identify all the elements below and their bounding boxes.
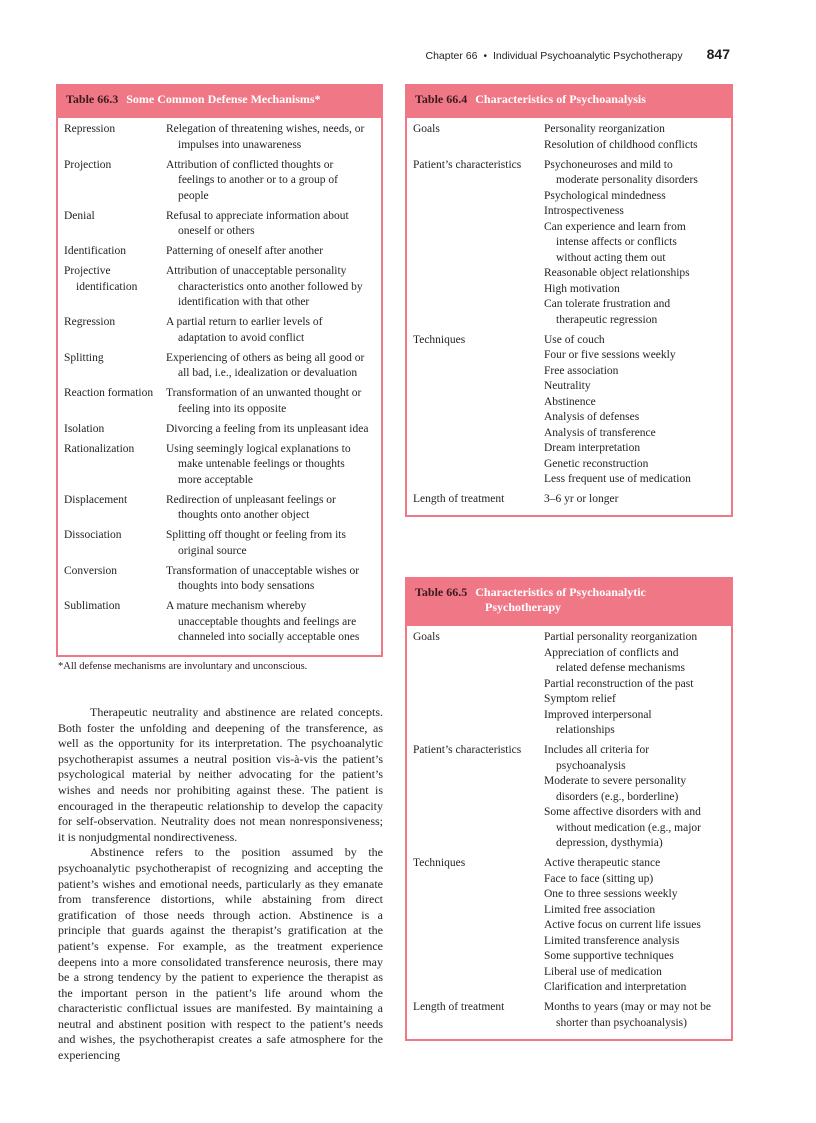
item-line: Psychological mindedness bbox=[544, 189, 666, 202]
table-66-5 bbox=[405, 577, 733, 1041]
table-row bbox=[64, 442, 375, 489]
item-line: disorders (e.g., borderline) bbox=[556, 790, 679, 803]
item-line: Partial reconstruction of the past bbox=[544, 677, 694, 690]
definition-line: characteristics onto another followed by bbox=[178, 280, 363, 293]
page-number: 847 bbox=[706, 46, 730, 62]
row-term: Displacement bbox=[64, 493, 128, 506]
table-row bbox=[64, 564, 375, 595]
row-items bbox=[544, 1000, 725, 1031]
item-line: Analysis of defenses bbox=[544, 411, 640, 423]
table-row bbox=[413, 158, 725, 329]
item-line: 3–6 yr or longer bbox=[544, 493, 619, 505]
row-term: Denial bbox=[64, 209, 95, 222]
table-66-4-number: Table 66.4 bbox=[415, 92, 468, 106]
item-line: Can tolerate frustration and bbox=[544, 298, 671, 310]
row-definition bbox=[166, 528, 375, 559]
item-line: Face to face (sitting up) bbox=[544, 872, 654, 885]
row-term: Patient’s characteristics bbox=[413, 744, 522, 756]
item-line: Introspectiveness bbox=[544, 205, 624, 217]
paragraph-neutrality: Therapeutic neutrality and abstinence are related concepts. Both foster the unfolding and deepening of the transference, as well as the opportunity for its interpretation. The psychoanalytic psychotherapist assumes a neutral position vis-à-vis the patient’s psychological material by neither advocating for the patient’s wishes and needs nor prohibiting against these. The patient is encouraged in the therapeutic relationship to develop the capacity for self-observation. Neutrality does not mean nonresponsiveness; it is nonjudgmental nondirectiveness. bbox=[58, 705, 383, 844]
table-row bbox=[64, 351, 375, 382]
row-term: Projective identification bbox=[64, 265, 138, 293]
row-term: Techniques bbox=[413, 857, 466, 869]
body-text bbox=[58, 705, 383, 1064]
item-line: Analysis of transference bbox=[544, 426, 656, 439]
definition-line: thoughts onto another object bbox=[178, 509, 310, 521]
table-66-4-rows bbox=[407, 118, 731, 516]
item-line: related defense mechanisms bbox=[556, 662, 685, 674]
running-head-section: Individual Psychoanalytic Psychotherapy bbox=[492, 50, 683, 62]
item-line: relationships bbox=[556, 724, 615, 736]
item-line: Active therapeutic stance bbox=[544, 857, 661, 869]
row-definition bbox=[166, 442, 375, 489]
table-66-5-number: Table 66.5 bbox=[415, 585, 468, 599]
item-line: Symptom relief bbox=[544, 693, 616, 705]
item-line: Limited free association bbox=[544, 903, 656, 916]
row-term: Regression bbox=[64, 316, 116, 328]
row-items bbox=[544, 743, 725, 852]
definition-line: Patterning of oneself after another bbox=[166, 245, 324, 257]
item-line: Genetic reconstruction bbox=[544, 457, 649, 470]
item-line: depression, dysthymia) bbox=[556, 837, 663, 849]
item-line: Four or five sessions weekly bbox=[544, 349, 676, 361]
definition-line: Transformation of unacceptable wishes or bbox=[166, 564, 360, 577]
item-line: Active focus on current life issues bbox=[544, 919, 701, 931]
definition-line: Experiencing of others as being all good or bbox=[166, 351, 365, 364]
table-row bbox=[413, 122, 725, 153]
row-definition bbox=[166, 386, 375, 417]
row-definition bbox=[166, 264, 375, 311]
item-line: Abstinence bbox=[544, 395, 596, 408]
row-term: Splitting bbox=[64, 351, 104, 364]
item-line: intense affects or conflicts bbox=[556, 236, 677, 248]
row-definition bbox=[166, 351, 375, 382]
table-66-5-rows bbox=[407, 626, 731, 1040]
row-term: Rationalization bbox=[64, 442, 135, 455]
paragraph-abstinence: Abstinence refers to the position assumed by the psychoanalytic psychotherapist of recognizing and accepting the patient’s wishes and emotional needs, particularly as they emanate from transference distortions, while abstaining from direct gratification of those needs through action. Abstinence is a principle that guards against the therapist’s gratification at the patient’s expense. For example, as the treatment experience deepens into a more consolidated transference neurosis, there may be a strong tendency by the patient to experience the therapist as the important person in the patient’s life around whom the characteristic conflictual issues are manifested. By maintaining a neutral and abstinent position with respect to the patient’s needs and wishes, the psychotherapist creates a safe atmosphere for the experiencing bbox=[58, 845, 383, 1063]
table-row bbox=[64, 528, 375, 559]
row-items bbox=[544, 492, 725, 508]
item-line: Limited transference analysis bbox=[544, 934, 680, 947]
definition-line: original source bbox=[178, 544, 247, 557]
table-66-5-title-line1: Characteristics of Psychoanalytic bbox=[475, 585, 646, 599]
definition-line: adaptation to avoid conflict bbox=[178, 331, 305, 344]
definition-line: impulses into unawareness bbox=[178, 138, 302, 151]
row-items bbox=[544, 856, 725, 996]
item-line: Includes all criteria for bbox=[544, 744, 650, 756]
table-66-3 bbox=[56, 84, 383, 657]
row-definition bbox=[166, 493, 375, 524]
row-term: Sublimation bbox=[64, 600, 121, 612]
definition-line: Redirection of unpleasant feelings or bbox=[166, 493, 336, 506]
table-66-5-title-line2: Psychotherapy bbox=[485, 600, 561, 614]
row-term: Dissociation bbox=[64, 529, 122, 541]
item-line: Neutrality bbox=[544, 380, 591, 392]
item-line: moderate personality disorders bbox=[556, 174, 698, 186]
table-row bbox=[64, 158, 375, 205]
row-term: Goals bbox=[413, 123, 440, 135]
item-line: Use of couch bbox=[544, 333, 605, 346]
row-term: Length of treatment bbox=[413, 1001, 505, 1013]
row-definition bbox=[166, 244, 375, 260]
definition-line: thoughts into body sensations bbox=[178, 580, 315, 592]
table-66-3-header bbox=[58, 86, 381, 118]
table-66-3-footnote: *All defense mechanisms are involuntary and unconscious. bbox=[58, 661, 308, 672]
table-66-3-number: Table 66.3 bbox=[66, 92, 119, 106]
item-line: without acting them out bbox=[556, 251, 666, 264]
row-definition bbox=[166, 599, 375, 646]
row-term: Conversion bbox=[64, 564, 118, 577]
row-term: Reaction formation bbox=[64, 387, 154, 399]
row-definition bbox=[166, 422, 375, 438]
item-line: Personality reorganization bbox=[544, 123, 665, 135]
item-line: Resolution of childhood conflicts bbox=[544, 138, 698, 151]
table-row bbox=[64, 264, 375, 311]
definition-line: feelings to another or to a group of bbox=[178, 174, 338, 186]
item-line: Free association bbox=[544, 364, 619, 377]
definition-line: more acceptable bbox=[178, 473, 254, 486]
item-line: High motivation bbox=[544, 282, 620, 295]
row-term: Length of treatment bbox=[413, 493, 505, 505]
item-line: Moderate to severe personality bbox=[544, 775, 687, 787]
definition-line: make untenable feelings or thoughts bbox=[178, 458, 345, 470]
definition-line: A mature mechanism whereby bbox=[166, 600, 307, 612]
item-line: Less frequent use of medication bbox=[544, 473, 691, 485]
row-definition bbox=[166, 122, 375, 153]
table-66-3-title: Some Common Defense Mechanisms* bbox=[126, 92, 321, 106]
definition-line: unacceptable thoughts and feelings are bbox=[178, 615, 357, 628]
item-line: Appreciation of conflicts and bbox=[544, 646, 679, 659]
table-row bbox=[413, 1000, 725, 1031]
item-line: without medication (e.g., major bbox=[556, 821, 701, 834]
table-row bbox=[64, 386, 375, 417]
definition-line: A partial return to earlier levels of bbox=[166, 316, 323, 328]
table-row bbox=[413, 333, 725, 488]
definition-line: Relegation of threatening wishes, needs, or bbox=[166, 123, 365, 135]
item-line: Dream interpretation bbox=[544, 442, 641, 454]
definition-line: oneself or others bbox=[178, 225, 255, 237]
item-line: shorter than psychoanalysis) bbox=[556, 1016, 687, 1029]
table-66-3-rows bbox=[58, 118, 381, 654]
definition-line: channeled into socially acceptable ones bbox=[178, 631, 360, 643]
row-term: Goals bbox=[413, 631, 440, 643]
item-line: Psychoneuroses and mild to bbox=[544, 158, 673, 171]
item-line: Liberal use of medication bbox=[544, 965, 662, 978]
table-row bbox=[64, 315, 375, 346]
row-definition bbox=[166, 315, 375, 346]
definition-line: people bbox=[178, 189, 209, 202]
running-head-separator: • bbox=[483, 51, 487, 62]
definition-line: Attribution of unacceptable personality bbox=[166, 265, 347, 277]
row-items bbox=[544, 122, 725, 153]
item-line: therapeutic regression bbox=[556, 313, 658, 326]
item-line: Some supportive techniques bbox=[544, 950, 674, 962]
item-line: One to three sessions weekly bbox=[544, 888, 678, 900]
row-term: Projection bbox=[64, 158, 112, 171]
row-items bbox=[544, 158, 725, 329]
item-line: Months to years (may or may not be bbox=[544, 1001, 712, 1013]
item-line: Some affective disorders with and bbox=[544, 806, 701, 818]
row-term: Identification bbox=[64, 245, 126, 257]
table-row bbox=[64, 209, 375, 240]
row-definition bbox=[166, 158, 375, 205]
row-definition bbox=[166, 209, 375, 240]
running-head-chapter: Chapter 66 bbox=[425, 50, 478, 62]
table-row bbox=[413, 743, 725, 852]
row-items bbox=[544, 333, 725, 488]
row-term: Techniques bbox=[413, 333, 466, 346]
definition-line: identification with that other bbox=[178, 296, 310, 308]
definition-line: Transformation of an unwanted thought or bbox=[166, 387, 362, 399]
table-row bbox=[64, 422, 375, 438]
row-term: Repression bbox=[64, 123, 116, 135]
definition-line: all bad, i.e., idealization or devaluation bbox=[178, 367, 358, 379]
item-line: Can experience and learn from bbox=[544, 220, 686, 233]
row-term: Isolation bbox=[64, 422, 105, 435]
table-row bbox=[64, 244, 375, 260]
table-row bbox=[64, 493, 375, 524]
table-row bbox=[413, 630, 725, 739]
item-line: Improved interpersonal bbox=[544, 708, 652, 721]
row-items bbox=[544, 630, 725, 739]
item-line: Clarification and interpretation bbox=[544, 981, 687, 993]
page-header bbox=[425, 46, 730, 62]
table-66-5-header bbox=[407, 579, 731, 626]
definition-line: Refusal to appreciate information about bbox=[166, 209, 349, 222]
definition-line: Attribution of conflicted thoughts or bbox=[166, 158, 334, 171]
table-row bbox=[64, 599, 375, 646]
table-row bbox=[413, 492, 725, 508]
row-definition bbox=[166, 564, 375, 595]
item-line: psychoanalysis bbox=[556, 759, 626, 772]
table-66-4-title: Characteristics of Psychoanalysis bbox=[475, 92, 646, 106]
table-66-4 bbox=[405, 84, 733, 517]
item-line: Reasonable object relationships bbox=[544, 267, 690, 279]
definition-line: feeling into its opposite bbox=[178, 402, 287, 415]
item-line: Partial personality reorganization bbox=[544, 631, 698, 643]
table-row bbox=[413, 856, 725, 996]
definition-line: Divorcing a feeling from its unpleasant idea bbox=[166, 422, 369, 435]
definition-line: Splitting off thought or feeling from its bbox=[166, 529, 346, 541]
table-66-4-header bbox=[407, 86, 731, 118]
row-term: Patient’s characteristics bbox=[413, 158, 522, 171]
definition-line: Using seemingly logical explanations to bbox=[166, 442, 351, 455]
table-row bbox=[64, 122, 375, 153]
